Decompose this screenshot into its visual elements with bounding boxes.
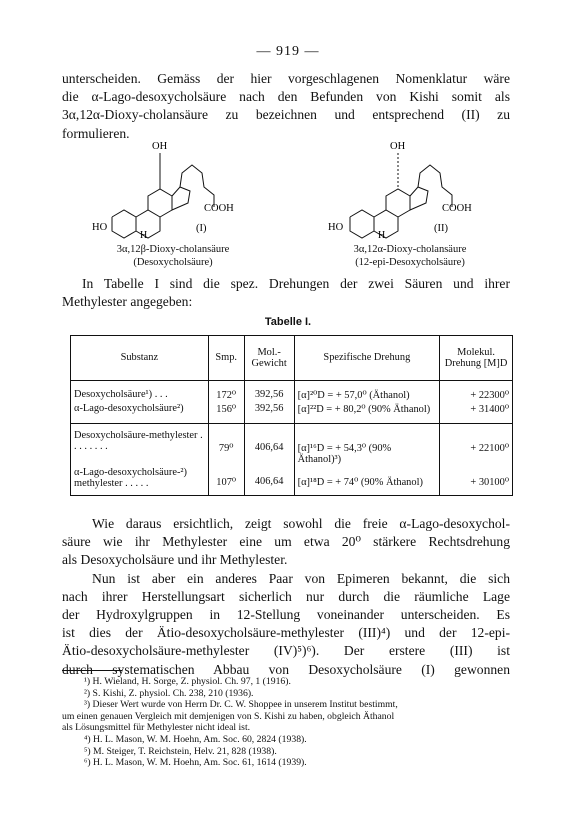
page-number: — 919 — (256, 44, 320, 59)
compound-label: (I) (196, 223, 207, 234)
table-row (71, 381, 513, 403)
text-line: säure wie ihr Methylester eine um etwa 20⁰ stärkere Rechtsdrehung (62, 534, 510, 550)
cooh-label: COOH (204, 203, 234, 214)
oh-label: OH (390, 141, 406, 152)
cooh-label: COOH (442, 203, 472, 214)
text-line: Methylester angegeben: (62, 294, 193, 310)
text-line: durch systematischen Abbau von Desoxycholsäure (I) gewonnen (62, 661, 510, 677)
h-label: H (378, 230, 386, 241)
table-row (71, 466, 513, 496)
header-mol: Mol.-Gewicht (244, 336, 294, 381)
text-line: der Hydroxylgruppen in 12-Stellung voneinander unterscheiden. Es (62, 606, 510, 622)
rotation-table (70, 335, 513, 496)
header-drehung: Spezifische Drehung (294, 336, 440, 381)
intro-paragraph (62, 70, 510, 143)
h-label: H (140, 230, 148, 241)
text-line: Ätio-desoxycholsäure-methylester (IV)⁵)⁶). Der erstere (III) ist (62, 643, 510, 659)
cell-molekul: + 31400⁰ (440, 402, 513, 424)
cell-substanz: α-Lago-desoxycholsäure²) (71, 402, 209, 424)
text-line: nach ihrer Herstellungsart sicherlich nur durch die räumliche Lage (62, 588, 510, 604)
text-line: In Tabelle I sind die spez. Drehungen der zwei Säuren und ihrer (82, 276, 510, 291)
footnote: ²) S. Kishi, Z. physiol. Ch. 238, 210 (1936). (84, 687, 254, 699)
cell-mol: 392,56 (244, 381, 294, 403)
footnote: ¹) H. Wieland, H. Sorge, Z. physiol. Ch. 97, 1 (1916). (84, 676, 291, 687)
text-line: formulieren. (62, 125, 130, 141)
caption-line: (Desoxycholsäure) (133, 257, 213, 268)
cell-molekul: + 22300⁰ (440, 381, 513, 403)
header-substanz: Substanz (71, 336, 209, 381)
text-line: Wie daraus ersichtlich, zeigt sowohl die freie α-Lago-desoxychol- (92, 516, 510, 531)
cell-smp: 172⁰ (208, 381, 244, 403)
footnote: ³) Dieser Wert wurde von Herrn Dr. C. W. Shoppee in unserem Institut bestimmt, (84, 699, 398, 711)
table-row (71, 424, 513, 467)
table-header-row (71, 336, 513, 381)
text-line: Nun ist aber ein anderes Paar von Epimeren bekannt, die sich (92, 570, 510, 586)
footnote: ⁴) H. L. Mason, W. M. Hoehn, Am. Soc. 60, 2824 (1938). (84, 733, 307, 745)
footnote: ⁵) M. Steiger, T. Reichstein, Helv. 21, 828 (1938). (84, 745, 277, 757)
table-title: Tabelle I. (264, 316, 312, 328)
ho-label: HO (92, 222, 108, 233)
structure-i-caption (78, 243, 268, 269)
text-line: unterscheiden. Gemäss der hier vorgeschlagenen Nomenklatur wäre (62, 71, 510, 86)
footnotes (62, 676, 512, 769)
ho-label: HO (328, 222, 344, 233)
cell-mol: 406,64 (244, 466, 294, 496)
cell-molekul: + 30100⁰ (440, 466, 513, 496)
footnote: als Lösungsmittel für Methylester nicht ideal ist. (62, 722, 251, 734)
cell-smp: 156⁰ (208, 402, 244, 424)
structure-ii-diagram (320, 135, 500, 245)
footnote: um einen genauen Vergleich mit demjenigen von S. Kishi zu haben, obgleich Äthanol (62, 710, 395, 722)
text-line: ist dies der Ätio-desoxycholsäure-methylester (III)⁴) und der 12-epi- (62, 625, 510, 641)
caption-line: 3α,12α-Dioxy-cholansäure (353, 244, 467, 255)
compound-label: (II) (434, 223, 448, 234)
caption-line: (12-epi-Desoxycholsäure) (355, 257, 465, 268)
cell-drehung: [α]¹⁶D = + 54,3⁰ (90% Äthanol)³) (294, 424, 440, 467)
text-line: die α-Lago-desoxycholsäure nach den Befunden von Kishi somit als (62, 89, 510, 105)
cell-smp: 79⁰ (208, 424, 244, 467)
cell-drehung: [α]²⁰D = + 57,0⁰ (Äthanol) (294, 381, 440, 403)
header-smp: Smp. (208, 336, 244, 381)
cell-drehung: [α]¹⁸D = + 74⁰ (90% Äthanol) (294, 466, 440, 496)
footnote-separator (62, 670, 122, 671)
structure-i-diagram (92, 135, 272, 245)
structure-ii-caption (310, 243, 510, 269)
table-row (71, 402, 513, 424)
cell-mol: 406,64 (244, 424, 294, 467)
text-line: 3α,12α-Dioxy-cholansäure zu bezeichnen und entsprechend (II) zu (62, 107, 510, 123)
table-intro-paragraph (62, 275, 510, 311)
caption-line: 3α,12β-Dioxy-cholansäure (116, 244, 230, 255)
footnote: ⁶) H. L. Mason, W. M. Hoehn, Am. Soc. 61, 1614 (1939). (84, 757, 307, 769)
cell-drehung: [α]²²D = + 80,2⁰ (90% Äthanol) (294, 402, 440, 424)
cell-mol: 392,56 (244, 402, 294, 424)
body-paragraph (62, 515, 510, 679)
cell-molekul: + 22100⁰ (440, 424, 513, 467)
oh-label: OH (152, 141, 168, 152)
cell-substanz: Desoxycholsäure-methylester . . . . . . . . (74, 430, 203, 452)
cell-substanz: Desoxycholsäure¹) . . . (74, 389, 168, 400)
cell-substanz: α-Lago-desoxycholsäure-²) methylester . . . . . (74, 467, 187, 489)
header-molekul: Molekul. Drehung [M]D (440, 336, 513, 381)
text-line: als Desoxycholsäure und ihr Methylester. (62, 552, 288, 568)
cell-smp: 107⁰ (208, 466, 244, 496)
